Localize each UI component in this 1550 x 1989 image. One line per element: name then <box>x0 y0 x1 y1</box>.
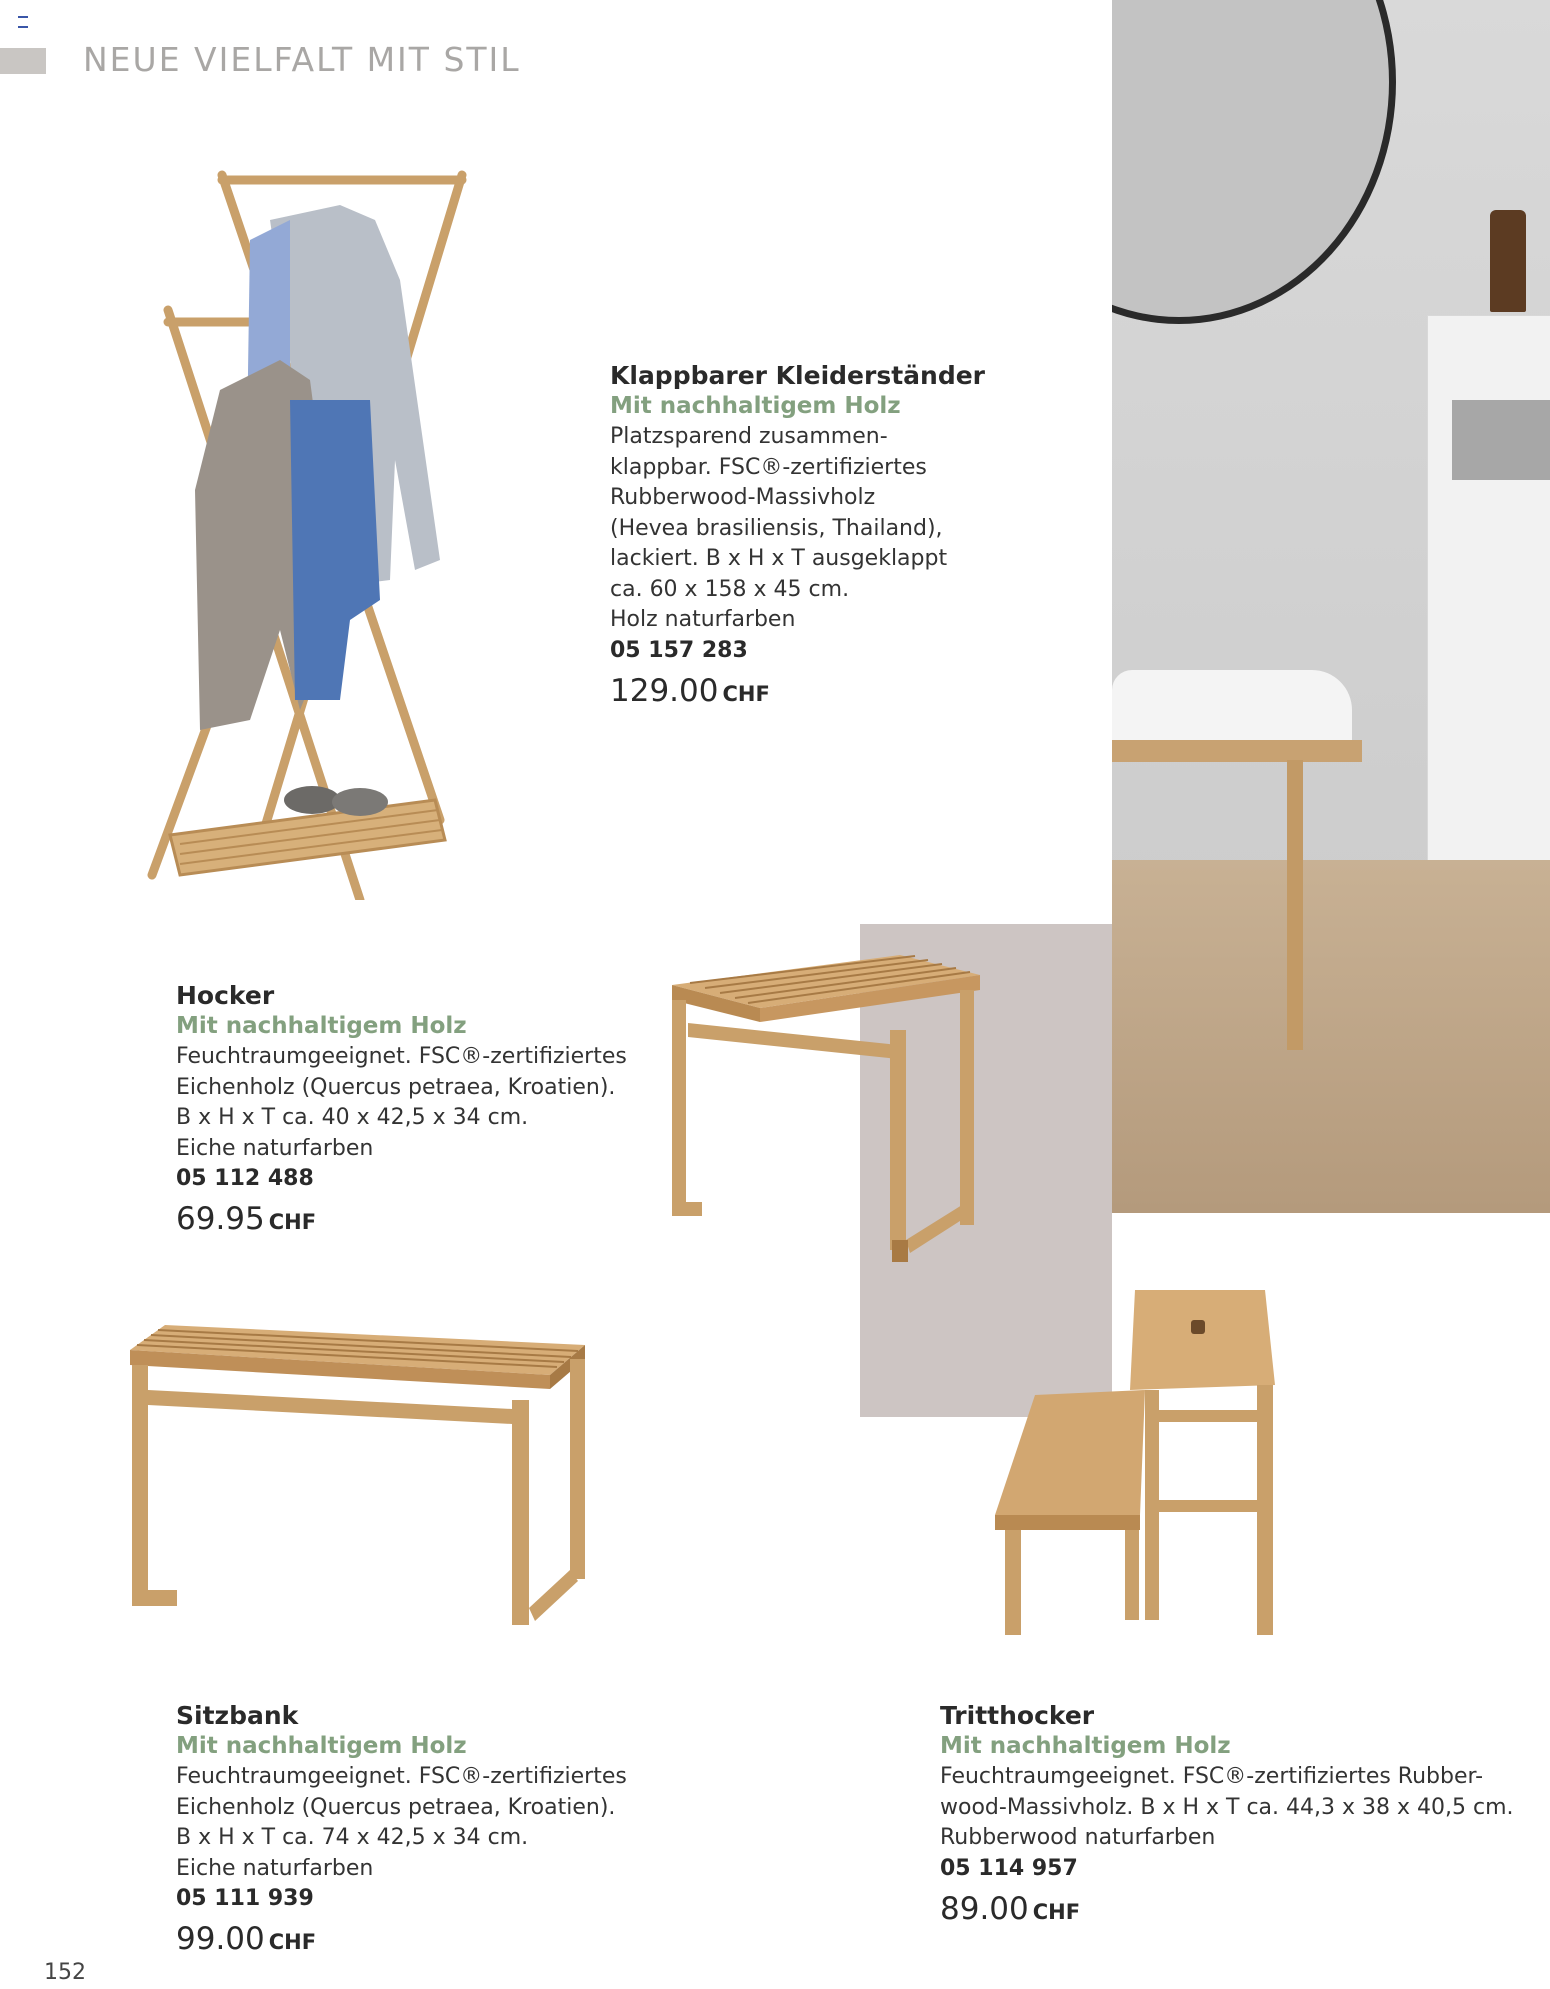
description-line: (Hevea brasiliensis, Thailand), <box>610 515 943 541</box>
description-line: B x H x T ca. 74 x 42,5 x 34 cm. <box>176 1825 529 1850</box>
article-number: 05 111 939 <box>176 1886 314 1911</box>
description-line: Feuchtraumgeeignet. FSC®-zertifiziertes <box>176 1764 627 1789</box>
article-number: 05 112 488 <box>176 1166 314 1191</box>
menu-icon <box>18 16 28 28</box>
product-tritthocker <box>940 1700 1514 1931</box>
description-line: lackiert. B x H x T ausgeklappt <box>610 546 948 571</box>
price-currency: CHF <box>722 681 770 706</box>
description-line: klappbar. FSC®-zertifiziertes <box>610 454 927 480</box>
page-title: NEUE VIELFALT MIT STIL <box>83 40 521 79</box>
product-subtitle: Mit nachhaltigem Holz <box>176 1733 467 1759</box>
description-line: Eichenholz (Quercus petraea, Kroatien). <box>176 1074 616 1100</box>
handle-hole <box>1191 1320 1205 1334</box>
product-hocker <box>176 980 627 1241</box>
scene-bench-leg <box>1287 760 1303 1050</box>
price <box>176 1200 627 1241</box>
product-name: Klappbarer Kleiderständer <box>610 361 986 390</box>
storage-basket <box>1452 400 1550 480</box>
description-line: Holz naturfarben <box>610 607 796 632</box>
price-value: 129.00 <box>610 672 719 709</box>
page-number: 152 <box>44 1960 86 1985</box>
product-subtitle: Mit nachhaltigem Holz <box>940 1733 1231 1759</box>
price <box>940 1890 1514 1931</box>
price <box>610 672 985 713</box>
article-number: 05 157 283 <box>610 637 748 663</box>
product-name: Tritthocker <box>940 1701 1095 1730</box>
description-line: Rubberwood naturfarben <box>940 1825 1216 1850</box>
round-mirror <box>1112 0 1396 324</box>
clothes-rack-image <box>140 160 470 900</box>
price-value: 99.00 <box>176 1921 265 1957</box>
scene-bench-seat <box>1112 740 1362 762</box>
product-name: Hocker <box>176 981 275 1010</box>
price-value: 89.00 <box>940 1890 1029 1927</box>
product-name: Sitzbank <box>176 1701 299 1730</box>
article-number: 05 114 957 <box>940 1855 1078 1881</box>
description-line: Rubberwood-Massivholz <box>610 485 876 510</box>
product-kleiderstaender <box>610 360 985 713</box>
price-currency: CHF <box>268 1930 317 1954</box>
description-line: Platzsparend zusammen- <box>610 424 888 449</box>
price-currency: CHF <box>268 1210 317 1234</box>
header-accent-bar <box>0 48 46 74</box>
price-value: 69.95 <box>176 1201 265 1237</box>
description-line: Feuchtraumgeeignet. FSC®-zertifiziertes Rubber- <box>940 1764 1484 1789</box>
product-subtitle: Mit nachhaltigem Holz <box>176 1013 467 1039</box>
price <box>176 1920 627 1961</box>
description-line: Feuchtraumgeeignet. FSC®-zertifiziertes <box>176 1044 627 1069</box>
step-stool-image <box>995 1290 1295 1640</box>
description-line: Eiche naturfarben <box>176 1855 374 1881</box>
description-line: wood-Massivholz. B x H x T ca. 44,3 x 38 x 40,5 cm. <box>940 1794 1514 1820</box>
soap-bottle <box>1490 210 1526 312</box>
description-line: Eichenholz (Quercus petraea, Kroatien). <box>176 1794 616 1820</box>
product-sitzbank <box>176 1700 627 1961</box>
description-line: Eiche naturfarben <box>176 1135 374 1161</box>
product-subtitle: Mit nachhaltigem Holz <box>610 393 901 419</box>
price-currency: CHF <box>1032 1899 1081 1924</box>
stool-image <box>660 950 980 1280</box>
bench-image <box>130 1325 585 1625</box>
description-line: B x H x T ca. 40 x 42,5 x 34 cm. <box>176 1105 529 1130</box>
wooden-floor <box>1112 860 1550 1213</box>
folded-towels <box>1112 670 1352 750</box>
bathroom-scene-photo <box>1112 0 1550 1213</box>
description-line: ca. 60 x 158 x 45 cm. <box>610 576 850 602</box>
